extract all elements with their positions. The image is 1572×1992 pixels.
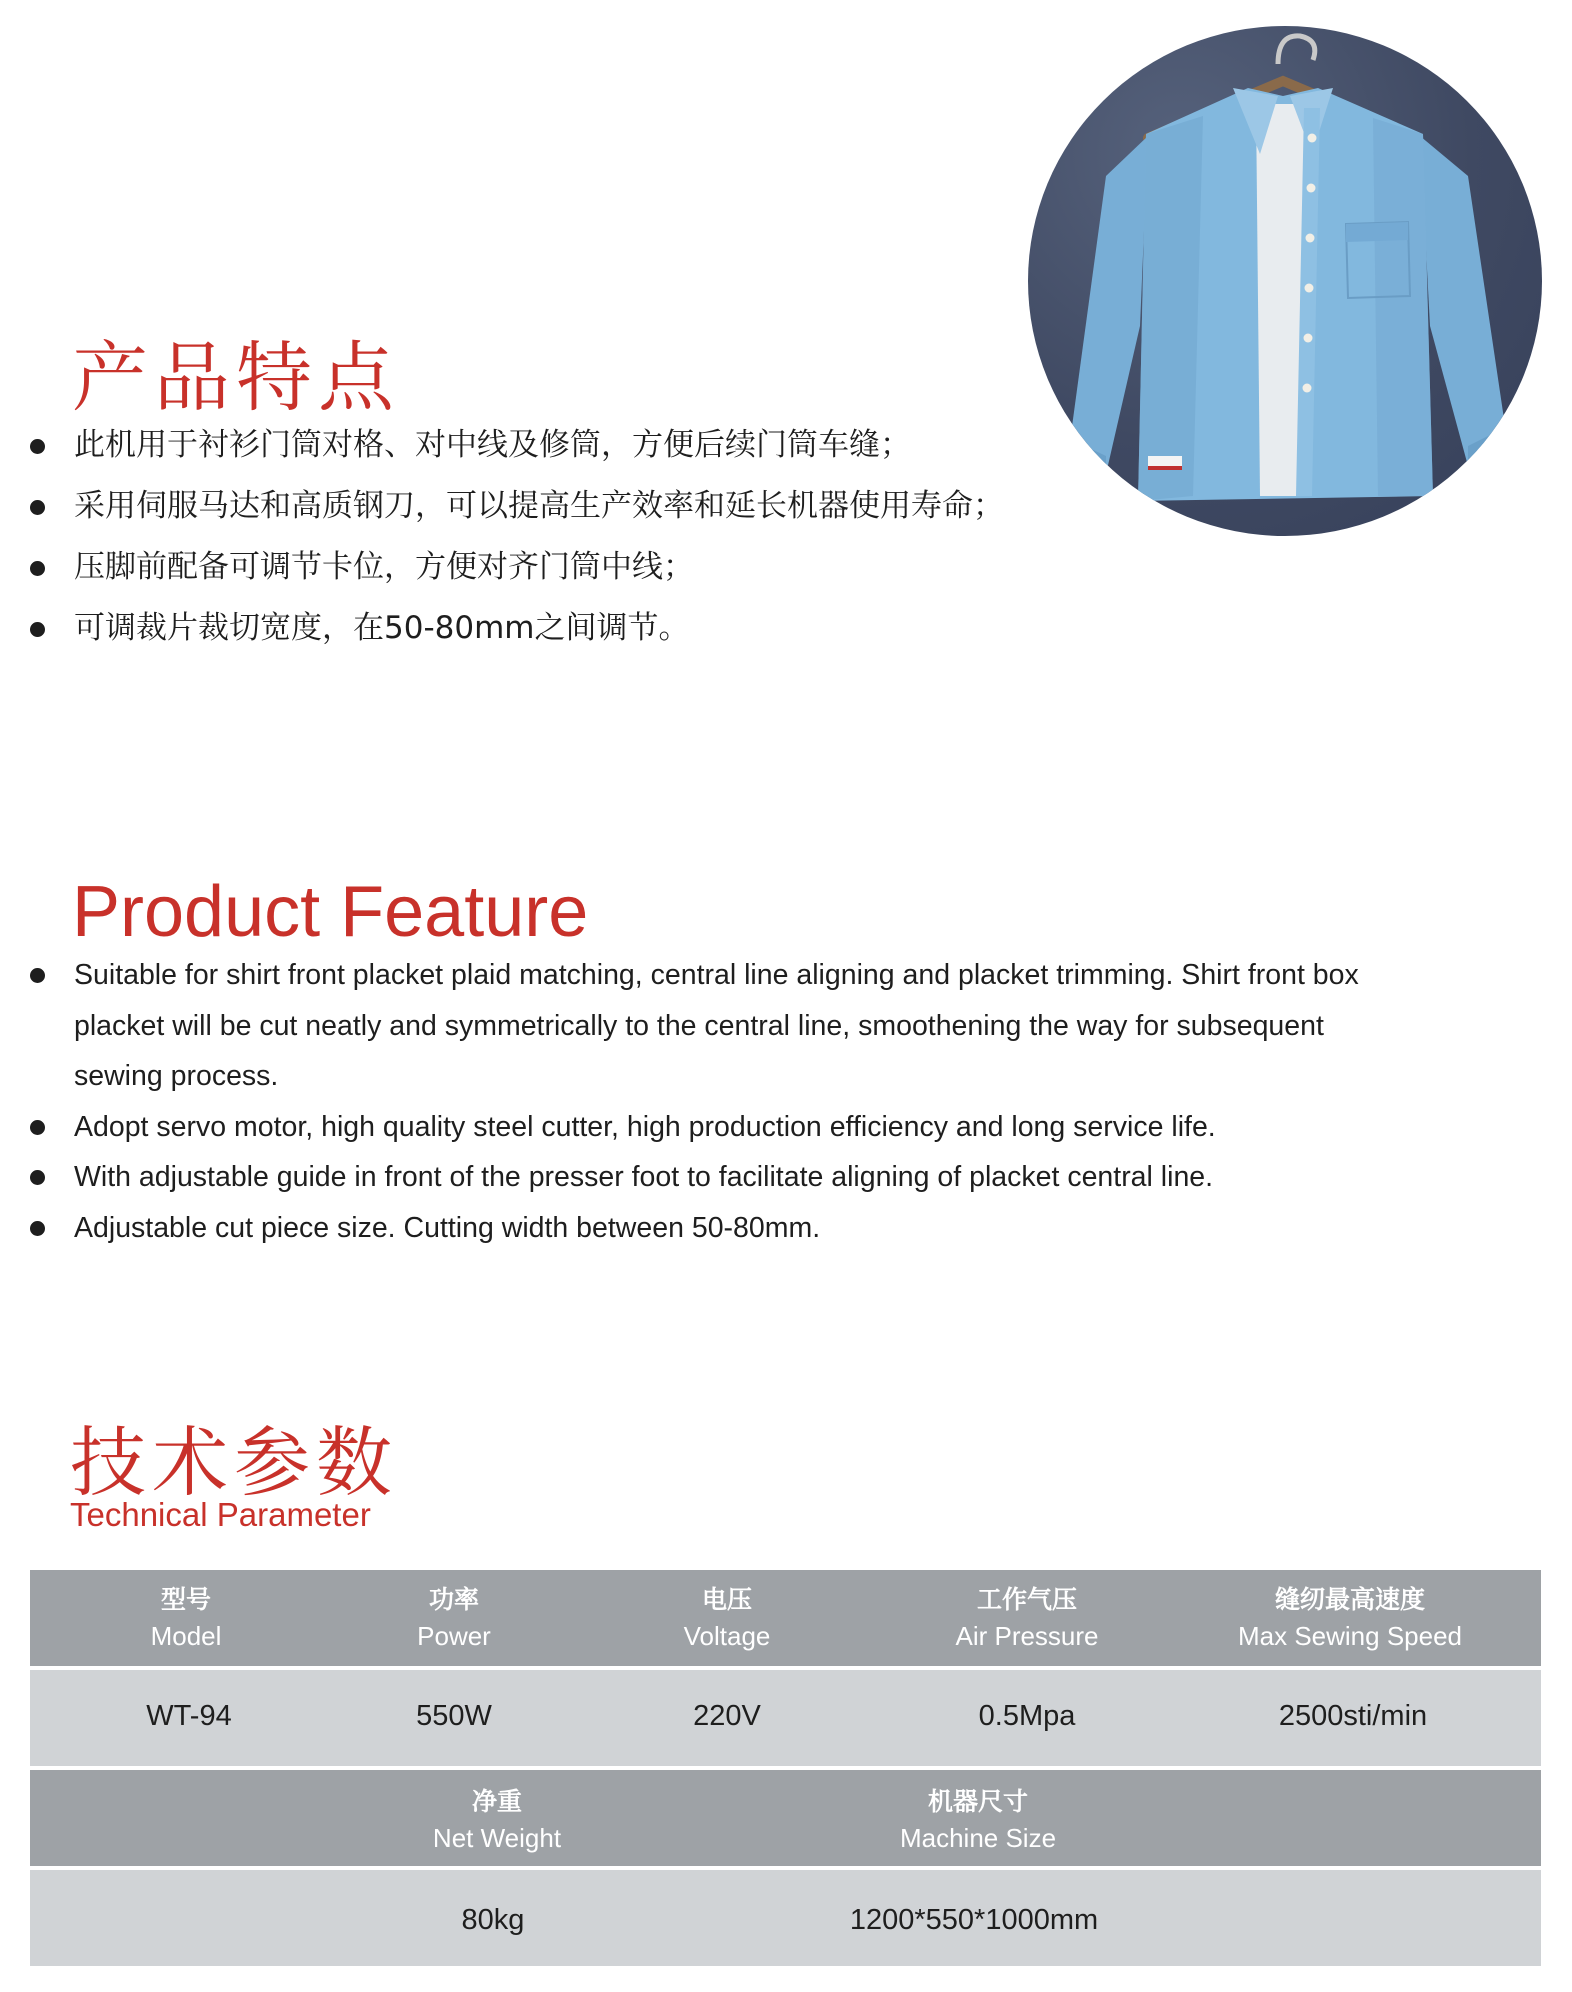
list-item: Adopt servo motor, high quality steel cutter, high production efficiency and long service life. [30,1102,1380,1153]
spec-value-net-weight: 80kg [461,1904,525,1936]
bullet-dot [30,1221,45,1236]
spec-value-row-1 [30,1670,1541,1766]
spec-header-row-2 [30,1770,1541,1866]
denim-shirt-illustration [1028,26,1542,536]
spec-header-max-speed: 缝纫最高速度 Max Sewing Speed [1237,1585,1463,1651]
spec-header-model: 型号 Model [150,1585,222,1651]
spec-value-voltage: 220V [693,1700,761,1732]
tech-title-en: Technical Parameter [70,1496,371,1533]
features-cn-list [30,425,1090,669]
bullet-dot [30,622,45,637]
spec-value-machine-size: 1200*550*1000mm [849,1904,1099,1936]
spec-value-row-2 [30,1870,1541,1966]
bullet-dot [30,968,45,983]
spec-value-power: 550W [416,1700,492,1732]
spec-value-model: WT-94 [146,1700,232,1732]
bullet-dot [30,1170,45,1185]
features-en-title: Product Feature [72,872,589,952]
spec-value-air-pressure: 0.5Mpa [978,1700,1076,1732]
spec-header-machine-size: 机器尺寸 Machine Size [899,1787,1057,1853]
bullet-dot [30,500,45,515]
spec-header-air-pressure: 工作气压 Air Pressure [955,1585,1099,1651]
spec-header-row-1 [30,1570,1541,1666]
list-item: With adjustable guide in front of the presser foot to facilitate aligning of placket central line. [30,1152,1380,1203]
list-item: 采用伺服马达和高质钢刀，可以提高生产效率和延长机器使用寿命； [30,486,1090,547]
spec-value-max-speed: 2500sti/min [1278,1700,1428,1732]
product-photo-shirt [1028,26,1542,536]
features-en-list [30,950,1380,1253]
features-cn-title: 产品特点 [72,333,400,422]
list-item: 可调裁片裁切宽度，在50-80mm之间调节。 [30,608,1090,669]
spec-header-net-weight: 净重 Net Weight [432,1787,562,1853]
bullet-dot [30,561,45,576]
bullet-dot [30,1120,45,1135]
spec-header-power: 功率 Power [417,1585,491,1651]
spec-header-voltage: 电压 Voltage [683,1585,771,1651]
list-item: 压脚前配备可调节卡位，方便对齐门筒中线； [30,547,1090,608]
tech-title-cn: 技术参数 [70,1418,398,1507]
list-item: Adjustable cut piece size. Cutting width between 50-80mm. [30,1203,1380,1254]
list-item: Suitable for shirt front placket plaid matching, central line aligning and placket trimming. Shirt front box placket will be cut neatly and symmetrically to the central line, smoothening the way for subsequent sewing process. [30,950,1380,1102]
bullet-dot [30,439,45,454]
list-item: 此机用于衬衫门筒对格、对中线及修筒，方便后续门筒车缝； [30,425,1090,486]
